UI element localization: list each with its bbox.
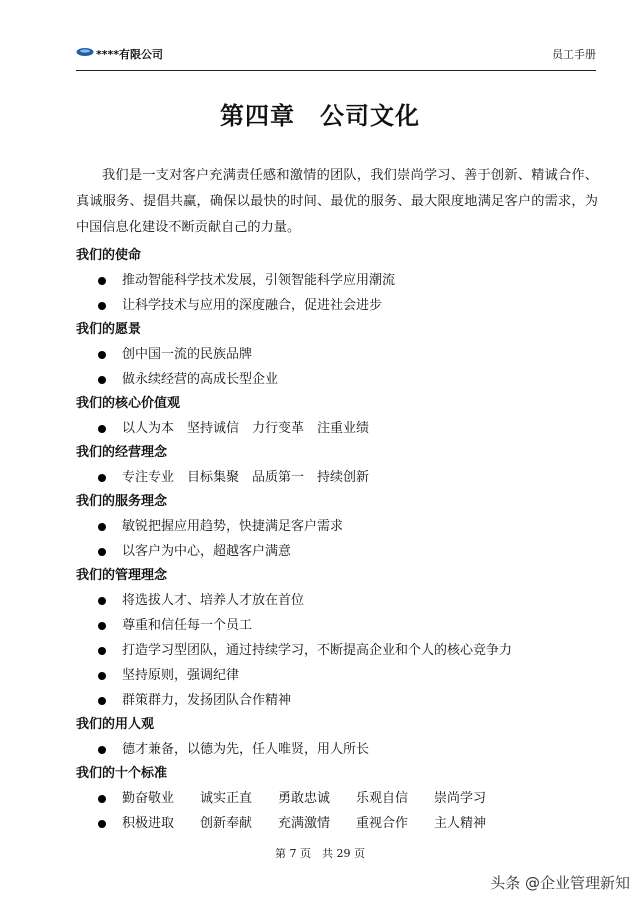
list-item bbox=[76, 737, 598, 762]
bullet-icon bbox=[98, 523, 106, 531]
section-title: 我们的经营理念 bbox=[76, 445, 168, 460]
chapter-title: 第四章 公司文化 bbox=[220, 102, 420, 130]
bullet-icon bbox=[98, 622, 106, 630]
list-item-text: 勤奋敬业 诚实正直 勇敢忠诚 乐观自信 崇尚学习 bbox=[122, 791, 487, 806]
list-item bbox=[76, 465, 598, 490]
bullet-icon bbox=[98, 697, 106, 705]
list-item bbox=[76, 786, 598, 811]
list-item bbox=[76, 367, 598, 392]
list-item-text: 尊重和信任每一个员工 bbox=[122, 618, 253, 633]
list-item-text: 德才兼备，以德为先，任人唯贤，用人所长 bbox=[122, 742, 370, 757]
list-item-text: 创中国一流的民族品牌 bbox=[122, 347, 253, 362]
bullet-icon bbox=[98, 672, 106, 680]
company-logo-icon bbox=[76, 47, 94, 57]
list-item-text: 推动智能科学技术发展，引领智能科学应用潮流 bbox=[122, 273, 396, 288]
document-name: 员工手册 bbox=[552, 48, 596, 61]
bullet-icon bbox=[98, 820, 106, 828]
bullet-icon bbox=[98, 351, 106, 359]
company-name: ****有限公司 bbox=[96, 48, 164, 61]
list-item bbox=[76, 588, 598, 613]
list-item-text: 敏锐把握应用趋势，快捷满足客户需求 bbox=[122, 519, 344, 534]
list-item-text: 群策群力，发扬团队合作精神 bbox=[122, 693, 292, 708]
bullet-icon bbox=[98, 302, 106, 310]
bullet-icon bbox=[98, 548, 106, 556]
bullet-icon bbox=[98, 376, 106, 384]
culture-sections bbox=[76, 244, 598, 836]
bullet-icon bbox=[98, 647, 106, 655]
bullet-icon bbox=[98, 474, 106, 482]
section-title: 我们的核心价值观 bbox=[76, 396, 181, 411]
list-item bbox=[76, 539, 598, 564]
intro-paragraph: 我们是一支对客户充满责任感和激情的团队，我们崇尚学习、善于创新、精诚合作、真诚服务、提倡共赢，确保以最快的时间、最优的服务、最大限度地满足客户的需求，为中国信息化建设不断贡献自己的力量。 bbox=[76, 168, 598, 235]
bullet-icon bbox=[98, 795, 106, 803]
section-title: 我们的管理理念 bbox=[76, 568, 168, 583]
list-item bbox=[76, 811, 598, 836]
list-item-text: 做永续经营的高成长型企业 bbox=[122, 372, 279, 387]
page-header bbox=[76, 42, 596, 71]
list-item bbox=[76, 293, 598, 318]
list-item-text: 让科学技术与应用的深度融合，促进社会进步 bbox=[122, 298, 383, 313]
list-item-text: 专注专业 目标集聚 品质第一 持续创新 bbox=[122, 470, 370, 485]
list-item-text: 打造学习型团队，通过持续学习，不断提高企业和个人的核心竞争力 bbox=[122, 643, 513, 658]
list-item-text: 将选拔人才、培养人才放在首位 bbox=[122, 593, 305, 608]
list-item bbox=[76, 688, 598, 713]
section-title: 我们的使命 bbox=[76, 248, 142, 263]
list-item-text: 以人为本 坚持诚信 力行变革 注重业绩 bbox=[122, 421, 370, 436]
bullet-icon bbox=[98, 746, 106, 754]
list-item-text: 坚持原则，强调纪律 bbox=[122, 668, 240, 683]
list-item bbox=[76, 342, 598, 367]
bullet-icon bbox=[98, 597, 106, 605]
watermark: 头条 @企业管理新知 bbox=[490, 874, 630, 892]
list-item bbox=[76, 416, 598, 441]
list-item bbox=[76, 613, 598, 638]
section-title: 我们的愿景 bbox=[76, 322, 142, 337]
list-item bbox=[76, 514, 598, 539]
section-title: 我们的服务理念 bbox=[76, 494, 168, 509]
section-title: 我们的用人观 bbox=[76, 717, 155, 732]
list-item-text: 以客户为中心，超越客户满意 bbox=[122, 544, 292, 559]
section-title: 我们的十个标准 bbox=[76, 766, 168, 781]
list-item bbox=[76, 663, 598, 688]
list-item bbox=[76, 638, 598, 663]
list-item-text: 积极进取 创新奉献 充满激情 重视合作 主人精神 bbox=[122, 816, 487, 831]
bullet-icon bbox=[98, 425, 106, 433]
list-item bbox=[76, 268, 598, 293]
page-number: 第 7 页 共 29 页 bbox=[275, 847, 365, 860]
bullet-icon bbox=[98, 277, 106, 285]
